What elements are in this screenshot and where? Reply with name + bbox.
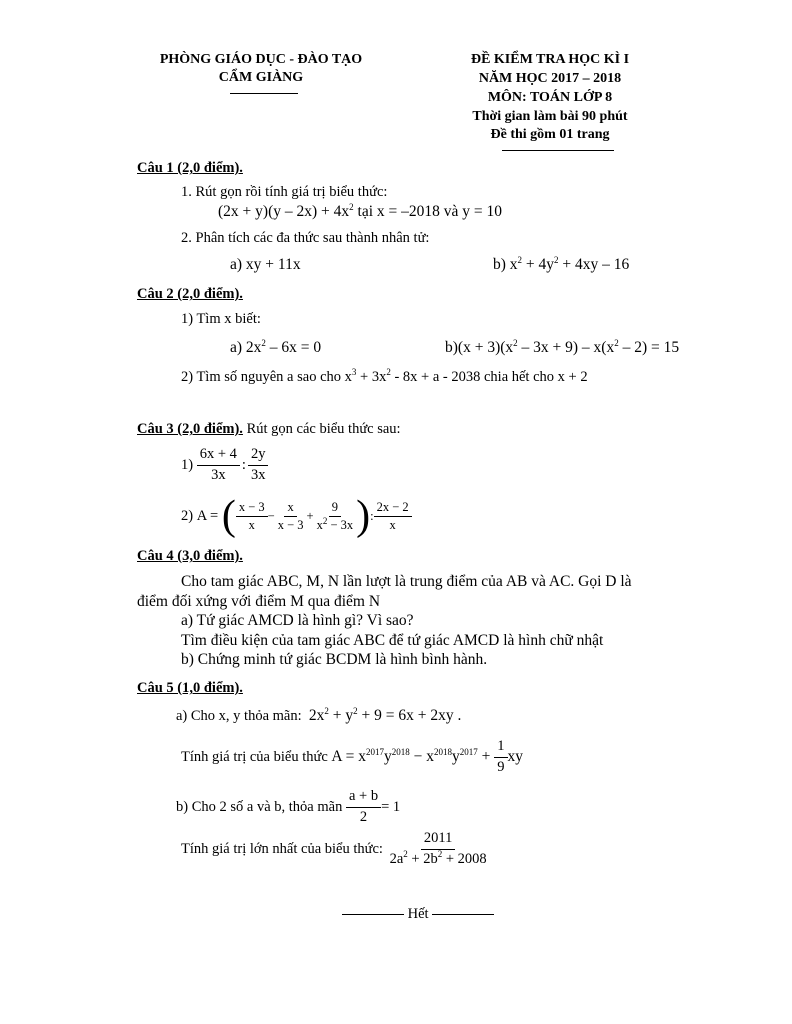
q2-item-2: 2) Tìm số nguyên a sao cho $x^3 + 3x^2 - 8x + a - 2038$ chia hết cho x + 2	[181, 367, 588, 385]
q2-part-a: a) $2x^2 - 6x = 0$	[230, 337, 322, 356]
q3-item-2-label: 2)	[181, 507, 194, 524]
q2-a-label: a)	[230, 339, 243, 356]
department-name: PHÒNG GIÁO DỤC - ĐÀO TẠO	[159, 52, 363, 67]
fraction: $\frac{a + b}{2}$	[346, 787, 381, 827]
q3-expression-2: 2) A = ( $\frac{x - 3}{x}$ − $\frac{x}{x - 3}$ + $\frac{9}{x^2 - 3x}$ ) : $\frac{2x - 2}{x}$	[181, 495, 412, 537]
q1-part-a: a) xy + 11x	[230, 256, 301, 273]
q5-b-calc	[181, 829, 490, 869]
question-4-title: Câu 4 (3,0 điểm).	[137, 548, 243, 564]
right-header-underline	[502, 150, 614, 151]
subject: MÔN: TOÁN LỚP 8	[487, 90, 613, 105]
q3-expression-1: 1) $\frac{6x + 4}{3x}$ : $\frac{2y}{3x}$	[181, 445, 268, 485]
left-header-underline	[230, 93, 298, 94]
question-3-heading	[137, 421, 401, 438]
question-5-title: Câu 5 (1,0 điểm).	[137, 680, 243, 696]
q4-line-4: Tìm điều kiện của tam giác ABC để tứ giác AMCD là hình chữ nhật	[181, 632, 604, 649]
page-count: Đề thi gồm 01 trang	[490, 127, 610, 142]
q4-line-2: điểm đối xứng với điểm M qua điểm N	[137, 593, 381, 610]
exam-title: ĐỀ KIỂM TRA HỌC KÌ I	[470, 52, 630, 67]
q5-b-calc-text: Tính giá trị lớn nhất của biểu thức:	[181, 840, 383, 857]
question-2-title: Câu 2 (2,0 điểm).	[137, 286, 243, 302]
q1-a-label: a)	[230, 256, 243, 273]
q4-line-5: b) Chứng minh tứ giác BCDM là hình bình hành.	[181, 651, 488, 668]
fraction: $\frac{x}{x - 3}$	[277, 499, 304, 532]
q1-expression: $(2x + y)(y - 2x) + 4x^2$ tại x = –2018 và y = 10	[218, 201, 502, 220]
q5-part-a: a) Cho x, y thỏa mãn: $2x^2 + y^2 + 9 = 6x + 2xy$ .	[176, 705, 462, 724]
fraction: $\frac{9}{x^2 - 3x}$	[316, 499, 354, 532]
q5-a-calc: Tính giá trị của biểu thức $A = x^{2017}y^{2018} - x^{2018}y^{2017}$ + $\frac{1}{9}$ xy	[181, 737, 523, 777]
q5-a-text: a) Cho x, y thỏa mãn:	[176, 708, 302, 724]
q4-line-1: Cho tam giác ABC, M, N lần lượt là trung điểm của AB và AC. Gọi D là	[181, 573, 632, 590]
district-name: CẨM GIÀNG	[218, 70, 304, 85]
q5-b-text: b) Cho 2 số a và b, thỏa mãn	[176, 798, 343, 815]
q5-part-b: b) Cho 2 số a và b, thỏa mãn $\frac{a + b}{2}$ = 1	[176, 787, 400, 827]
q2-item-1: 1) Tìm x biết:	[181, 311, 261, 327]
end-text: Hết	[407, 906, 429, 922]
question-1-title: Câu 1 (2,0 điểm).	[137, 160, 243, 176]
q4-line-3: a) Tứ giác AMCD là hình gì? Vì sao?	[181, 612, 414, 629]
duration: Thời gian làm bài 90 phút	[472, 109, 628, 124]
q3-item-1-label: 1)	[181, 456, 194, 473]
fraction: $\frac{6x + 4}{3x}$	[197, 445, 240, 485]
q1-item-1: 1. Rút gọn rồi tính giá trị biểu thức:	[181, 184, 388, 200]
fraction: $\frac{2011}{2a^2 + 2b^2 + 2008}$	[389, 830, 487, 867]
question-3-subtitle: Rút gọn các biểu thức sau:	[246, 421, 401, 437]
fraction: $\frac{1}{9}$	[494, 737, 507, 777]
q2-b-label: b)	[445, 339, 458, 356]
q2-part-b: $b)(x + 3)(x^2 - 3x + 9) - x(x^2 - 2) = 15$	[445, 337, 680, 356]
q1-item-2: 2. Phân tích các đa thức sau thành nhân tử:	[181, 230, 430, 246]
q5-a-calc-text: Tính giá trị của biểu thức	[181, 748, 328, 765]
fraction: $\frac{2y}{3x}$	[248, 445, 269, 485]
fraction: $\frac{x - 3}{x}$	[236, 499, 268, 534]
fraction: $\frac{2x - 2}{x}$	[374, 499, 412, 534]
question-3-title: Câu 3 (2,0 điểm).	[137, 421, 243, 437]
q1-part-b: b) $x^2 + 4y^2 + 4xy - 16$	[493, 254, 630, 273]
q1-b-label: b)	[493, 256, 506, 273]
end-marker	[342, 906, 494, 923]
school-year: NĂM HỌC 2017 – 2018	[478, 71, 622, 86]
